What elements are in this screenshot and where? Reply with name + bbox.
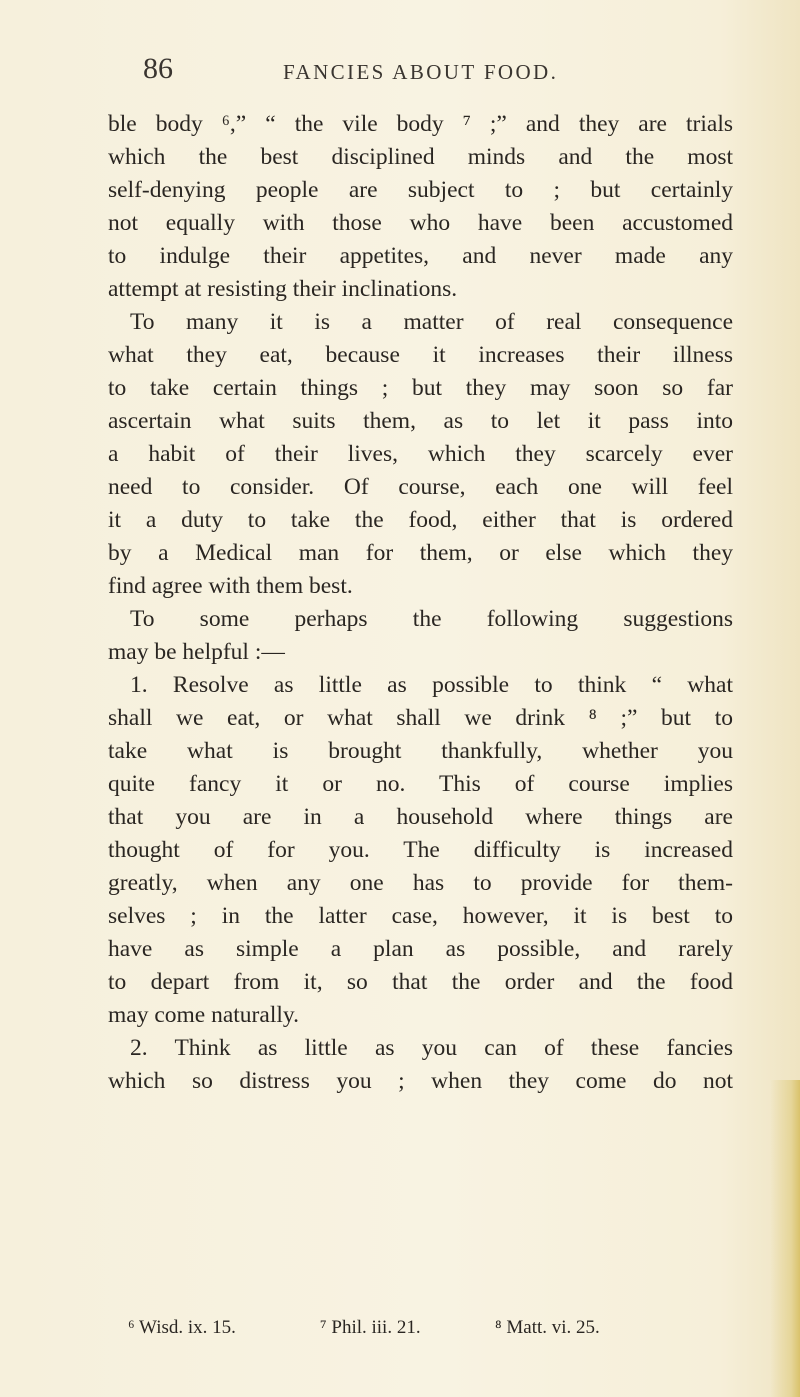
text-line: 2. Think as little as you can of these fancies (130, 1035, 733, 1061)
text-line: to depart from it, so that the order and the food (108, 969, 733, 995)
page-edge-discoloration (770, 1080, 800, 1397)
footnote: ⁸ Matt. vi. 25. (495, 1317, 600, 1338)
text-line: quite fancy it or no. This of course implies (108, 771, 733, 797)
text-line: 1. Resolve as little as possible to think “ what (130, 672, 733, 698)
text-line: it a duty to take the food, either that is ordered (108, 507, 733, 533)
text-line: shall we eat, or what shall we drink ⁸ ;” but to (108, 705, 733, 731)
text-line: not equally with those who have been accustomed (108, 210, 733, 236)
text-line: thought of for you. The difficulty is increased (108, 837, 733, 863)
page-header (143, 52, 703, 92)
text-line: have as simple a plan as possible, and rarely (108, 936, 733, 962)
text-line: to indulge their appetites, and never made any (108, 243, 733, 269)
text-line: ascertain what suits them, as to let it pass into (108, 408, 733, 434)
page-number: 86 (143, 52, 173, 85)
text-line: which so distress you ; when they come do not (108, 1068, 733, 1094)
text-line: what they eat, because it increases their illness (108, 342, 733, 368)
text-line: greatly, when any one has to provide for them- (108, 870, 733, 896)
text-line: self-denying people are subject to ; but certainly (108, 177, 733, 203)
text-line: attempt at resisting their inclinations. (108, 276, 458, 302)
text-line: To many it is a matter of real consequence (130, 309, 733, 335)
text-line: a habit of their lives, which they scarcely ever (108, 441, 733, 467)
text-line: by a Medical man for them, or else which they (108, 540, 733, 566)
text-line: selves ; in the latter case, however, it is best to (108, 903, 733, 929)
text-line: may be helpful :— (108, 639, 285, 665)
text-line: which the best disciplined minds and the most (108, 144, 733, 170)
footnotes (128, 1317, 728, 1345)
running-head: FANCIES ABOUT FOOD. (283, 60, 559, 84)
text-line: To some perhaps the following suggestions (130, 606, 733, 632)
text-line: need to consider. Of course, each one will feel (108, 474, 733, 500)
text-line: that you are in a household where things are (108, 804, 733, 830)
footnote: ⁷ Phil. iii. 21. (320, 1317, 421, 1338)
text-line: find agree with them best. (108, 573, 353, 599)
text-line: to take certain things ; but they may soon so far (108, 375, 733, 401)
text-line: take what is brought thankfully, whether you (108, 738, 733, 764)
text-line: may come naturally. (108, 1002, 299, 1028)
footnote: ⁶ Wisd. ix. 15. (128, 1317, 236, 1338)
body-text (108, 108, 733, 1098)
text-line: ble body ⁶,” “ the vile body ⁷ ;” and they are trials (108, 111, 733, 137)
